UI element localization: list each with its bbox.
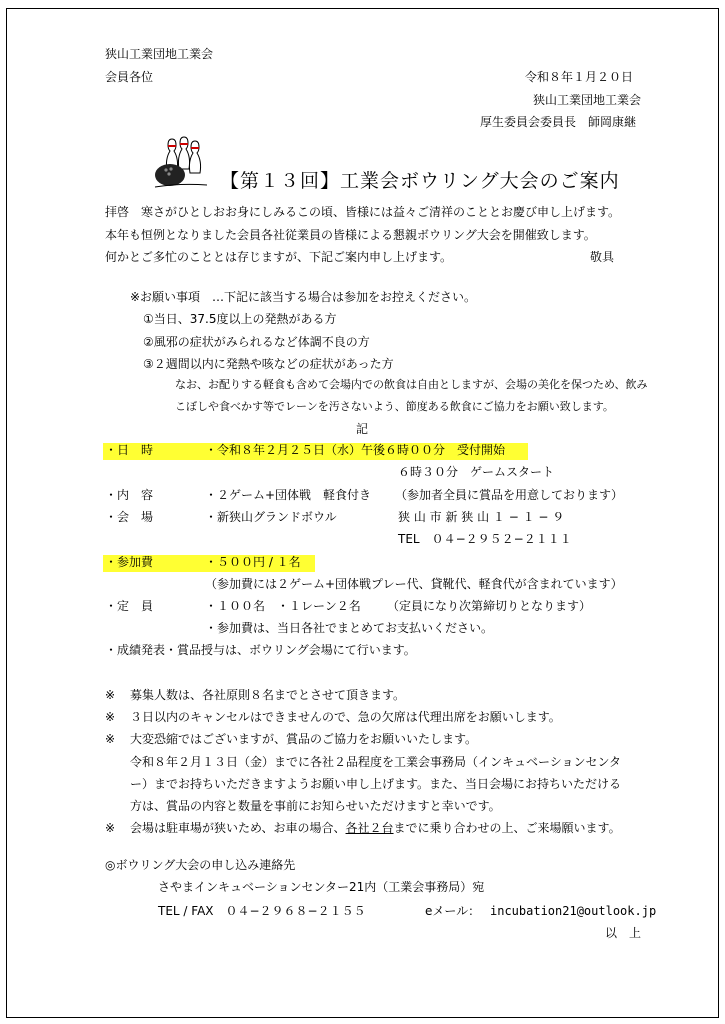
note-1: 募集人数は、各社原則８名までとさせて頂きます。 <box>130 688 406 702</box>
org-top: 狭山工業団地工業会 <box>105 47 214 61</box>
results-note: ・成績発表・賞品授与は、ボウリング会場にて行います。 <box>105 643 416 657</box>
contact-address: さやまインキュベーションセンター21内（工業会事務局）宛 <box>158 880 485 894</box>
note-3c: ー）までお持ちいただきますようお願い申し上げます。また、当日会場にお持ちいただける <box>130 777 622 791</box>
note-mark-3: ※ <box>105 732 116 746</box>
capacity-note: （定員になり次第締切りとなります） <box>387 599 592 613</box>
note-4-part-c: までに乗り合わせの上、ご来場願います。 <box>393 821 621 835</box>
request-item-3: ③２週間以内に発熱や咳などの症状があった方 <box>143 357 394 371</box>
request-note-2: こぼしや食べかす等でレーンを汚さないよう、節度ある飲食にご協力をお願い致します。 <box>175 400 614 413</box>
capacity-label: ・定 員 <box>105 599 154 613</box>
venue-address: 狭 山 市 新 狭 山 １ − １ − ９ <box>398 510 565 524</box>
note-mark-2: ※ <box>105 710 116 724</box>
issue-date: 令和８年１月２０日 <box>525 70 634 84</box>
datetime-label: ・日 時 <box>105 443 154 457</box>
note-mark-4: ※ <box>105 821 116 835</box>
end-mark: 以 上 <box>605 926 642 940</box>
capacity-value: ・１００名 ・１レーン２名 <box>205 599 361 613</box>
page-title: 【第１３回】工業会ボウリング大会のご案内 <box>220 170 620 192</box>
note-2: ３日以内のキャンセルはできませんので、急の欠席は代理出席をお願いします。 <box>130 710 561 724</box>
ki-mark: 記 <box>356 422 369 436</box>
contact-heading: ◎ボウリング大会の申し込み連絡先 <box>105 858 296 872</box>
fee-note: （参加費には２ゲーム+団体戦プレー代、貸靴代、軽食代が含まれています） <box>205 577 623 591</box>
recipients: 会員各位 <box>105 70 154 84</box>
note-4-underlined: 各社２台 <box>345 821 394 835</box>
greeting-line-2: 本年も恒例となりました会員各社従業員の皆様による懇親ボウリング大会を開催致します。 <box>105 228 596 242</box>
note-3d: 方は、賞品の内容と数量を事前にお知らせいただけますと幸いです。 <box>130 799 501 813</box>
note-4-part-a: 会場は駐車場が狭いため、お車の場合、 <box>130 821 346 835</box>
datetime-value: ・令和８年２月２５日（水）午後６時００分 受付開始 <box>205 443 506 457</box>
contact-email-label: eメール： <box>425 904 481 918</box>
fee-label: ・参加費 <box>105 555 154 569</box>
sender-person: 厚生委員会委員長 師岡康継 <box>480 115 637 129</box>
venue-value: ・新狭山グランドボウル <box>205 510 337 524</box>
venue-tel: TEL ０４−２９５２−２１１１ <box>398 532 572 546</box>
fee-value: ・５００円 / １名 <box>205 555 301 569</box>
greeting-line-1: 拝啓 寒さがひとしおお身にしみるこの頃、皆様には益々ご清祥のこととお慶び申し上げます。 <box>105 205 621 219</box>
request-note-1: なお、お配りする軽食も含めて会場内での飲食は自由としますが、会場の美化を保つため、飲み <box>175 378 648 391</box>
requests-heading: ※お願い事項 …下記に該当する場合は参加をお控えください。 <box>130 290 477 304</box>
datetime-value-2: ６時３０分 ゲームスタート <box>398 465 555 479</box>
content-label: ・内 容 <box>105 488 154 502</box>
contact-telfax: TEL / FAX ０４−２９６８−２１５５ <box>158 904 366 918</box>
request-item-2: ②風邪の症状がみられるなど体調不良の方 <box>143 335 370 349</box>
greeting-line-3: 何かとご多忙のこととは存じますが、下記ご案内申し上げます。 <box>105 250 453 264</box>
request-item-1: ①当日、37.5度以上の発熱がある方 <box>143 312 337 326</box>
sender-org: 狭山工業団地工業会 <box>533 93 642 107</box>
bowling-pins-icon <box>150 135 210 190</box>
contact-email[interactable]: incubation21@outlook.jp <box>490 904 657 918</box>
payment-note: ・参加費は、当日各社でまとめてお支払いください。 <box>205 621 494 635</box>
content-value: ・２ゲーム+団体戦 軽食付き <box>205 488 372 502</box>
note-3: 大変恐縮ではございますが、賞品のご協力をお願いいたします。 <box>130 732 478 746</box>
note-mark-1: ※ <box>105 688 116 702</box>
note-4 <box>130 821 621 835</box>
content-note: （参加者全員に賞品を用意しております） <box>395 488 624 502</box>
greeting-closing: 敬具 <box>590 250 615 264</box>
venue-label: ・会 場 <box>105 510 154 524</box>
note-3b: 令和８年２月１３日（金）までに各社２品程度を工業会事務局（インキュベーションセンタ <box>130 755 622 769</box>
